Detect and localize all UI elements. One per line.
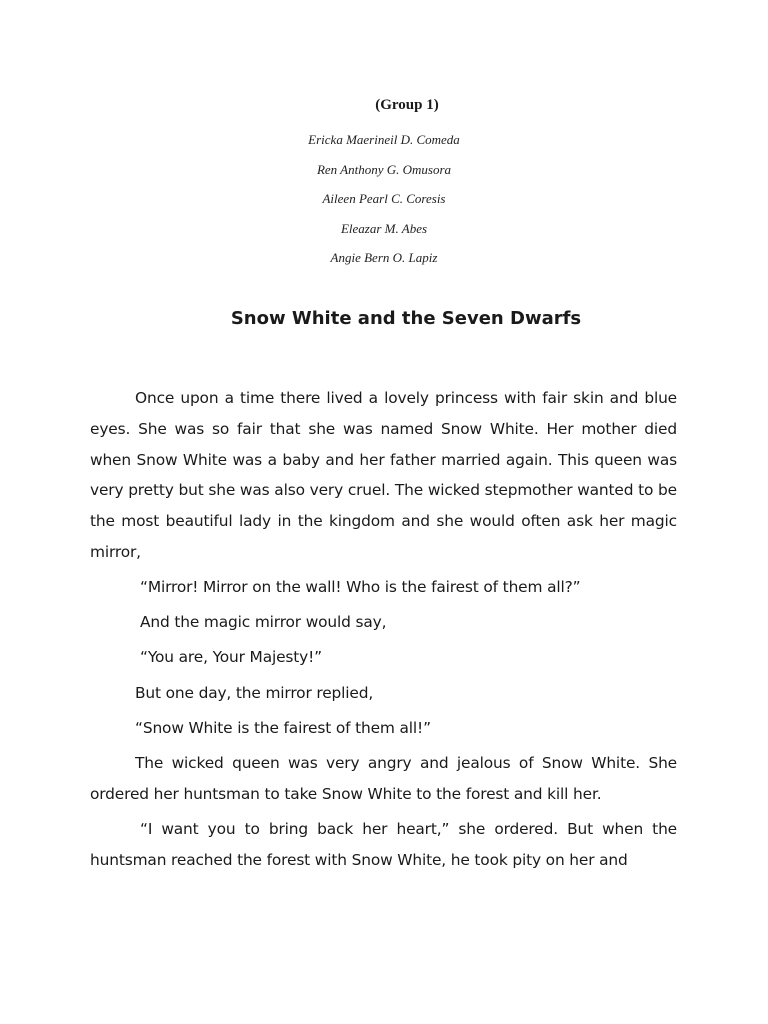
story-title: Snow White and the Seven Dwarfs: [230, 308, 582, 329]
story-line: But one day, the mirror replied,: [135, 683, 374, 702]
story-paragraph: “I want you to bring back her heart,” she ordered. But when the huntsman reached the forest with Snow White, he took pity on her and: [90, 819, 677, 869]
dialogue-line: “Snow White is the fairest of them all!”: [135, 718, 431, 737]
member-list: [0, 129, 768, 277]
story-paragraph: Once upon a time there lived a lovely princess with fair skin and blue eyes. She was so fair that she was named Snow White. Her mother died when Snow White was a baby and her father married again. This queen was very pretty but she was also very cruel. The wicked stepmother wanted to be the most beautiful lady in the kingdom and she would often ask her magic mirror,: [90, 389, 677, 561]
story-paragraph: The wicked queen was very angry and jealous of Snow White. She ordered her huntsman to take Snow White to the forest and kill her.: [90, 754, 677, 804]
member-name: Ericka Maerineil D. Comeda: [308, 132, 460, 147]
dialogue-line: “Mirror! Mirror on the wall! Who is the fairest of them all?”: [140, 577, 581, 596]
member-name: Aileen Pearl C. Coresis: [322, 191, 446, 206]
group-label: (Group 1): [375, 97, 439, 113]
member-name: Ren Anthony G. Omusora: [316, 161, 452, 177]
dialogue-line: “You are, Your Majesty!”: [140, 648, 322, 667]
member-name: Eleazar M. Abes: [340, 220, 428, 236]
story-line: And the magic mirror would say,: [140, 613, 387, 632]
story-body: [90, 383, 677, 875]
member-name: Angie Bern O. Lapiz: [330, 250, 438, 265]
